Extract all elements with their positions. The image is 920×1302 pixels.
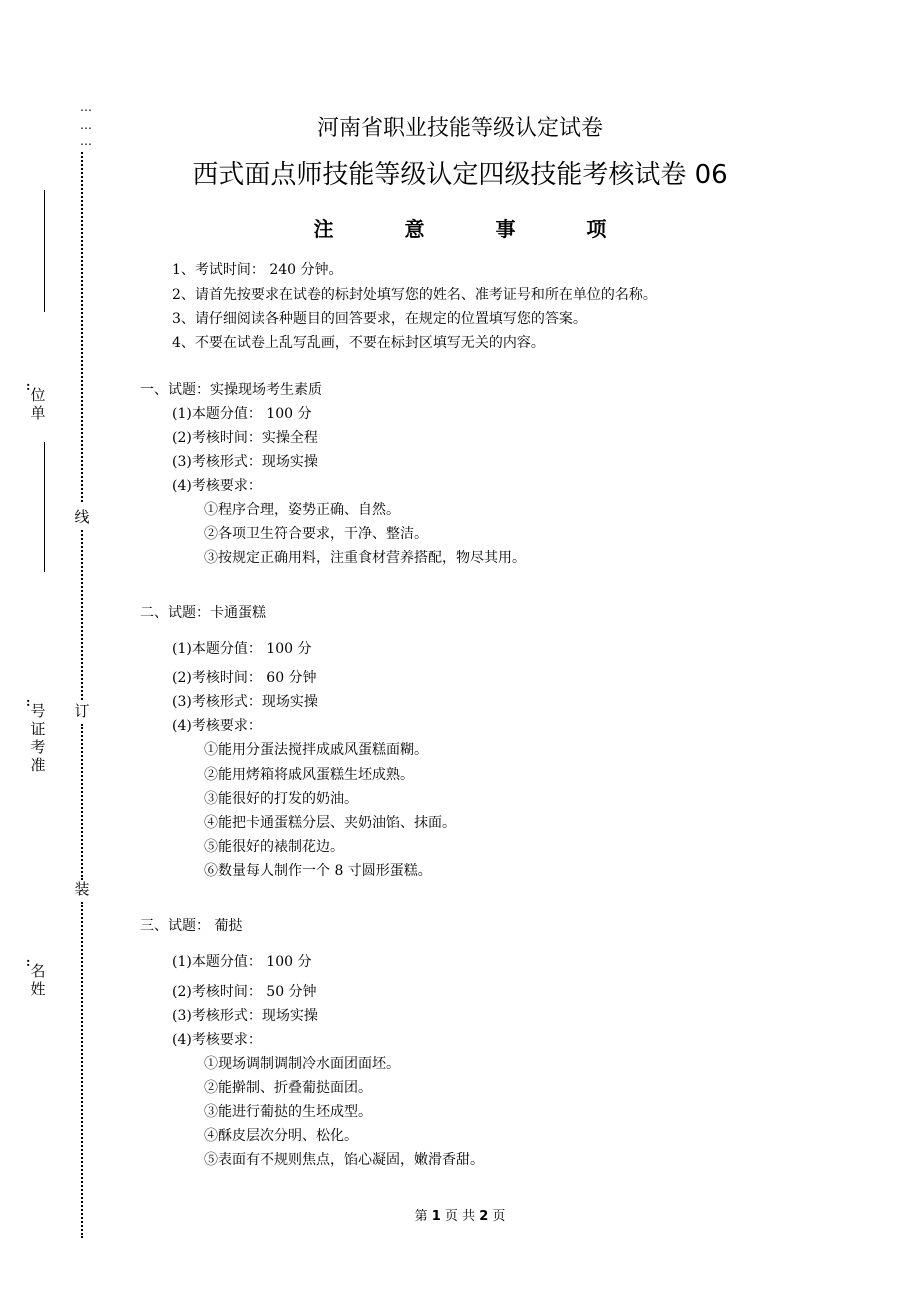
requirement-item: ④酥皮层次分明、松化。 <box>204 1128 358 1144</box>
section-item: (2)考核时间： 50 分钟 <box>172 984 317 1000</box>
section-item: (1)本题分值： 100 分 <box>172 406 312 422</box>
exam-no-field-line <box>44 442 45 572</box>
binding-dotted-line <box>81 152 83 502</box>
binding-dots: … <box>80 100 93 114</box>
requirement-item: ①能用分蛋法搅拌成戚风蛋糕面糊。 <box>204 742 428 758</box>
binding-dotted-line <box>81 530 83 700</box>
requirement-item: ②各项卫生符合要求，干净、整洁。 <box>204 526 428 542</box>
notice-item: 3、请仔细阅读各种题目的回答要求，在规定的位置填写您的答案。 <box>172 311 587 327</box>
requirement-item: ④能把卡通蛋糕分层、夹奶油馅、抹面。 <box>204 815 456 831</box>
requirement-item: ②能擀制、折叠葡挞面团。 <box>204 1080 372 1096</box>
current-page-number: 1 <box>431 1209 441 1224</box>
name-label: 名 姓 <box>30 962 46 998</box>
requirement-item: ②能用烤箱将戚风蛋糕生坯成熟。 <box>204 767 414 783</box>
section-item: (2)考核时间：实操全程 <box>172 430 318 446</box>
exam-paper-title: 西式面点师技能等级认定四级技能考核试卷 06 <box>192 160 728 190</box>
binding-dots: … <box>80 118 93 132</box>
requirement-item: ③按规定正确用料，注重食材营养搭配，物尽其用。 <box>204 550 526 566</box>
footer-suffix: 页 <box>492 1209 506 1224</box>
footer-middle: 页 共 <box>444 1209 476 1224</box>
section-item: (1)本题分值： 100 分 <box>172 954 312 970</box>
requirement-item: ⑥数量每人制作一个 8 寸圆形蛋糕。 <box>204 863 432 879</box>
section-item: (4)考核要求： <box>172 718 262 734</box>
binding-dotted-line <box>81 902 83 1238</box>
section-item: (1)本题分值： 100 分 <box>172 641 312 657</box>
exam-no-colon: : <box>26 695 31 709</box>
seal-label-order: 订 <box>74 702 90 720</box>
total-page-number: 2 <box>479 1209 489 1224</box>
unit-field-line <box>44 190 45 312</box>
footer-prefix: 第 <box>414 1209 428 1224</box>
requirement-item: ③能进行葡挞的生坯成型。 <box>204 1104 372 1120</box>
binding-dotted-line <box>81 724 83 880</box>
section-item: (2)考核时间： 60 分钟 <box>172 670 317 686</box>
notice-item: 4、不要在试卷上乱写乱画，不要在标封区填写无关的内容。 <box>172 335 545 351</box>
seal-label-line: 线 <box>74 508 90 526</box>
section-item: (3)考核形式：现场实操 <box>172 1008 318 1024</box>
notice-heading: 注 意 事 项 <box>313 217 639 241</box>
notice-item: 1、考试时间： 240 分钟。 <box>172 262 343 278</box>
seal-label-install: 装 <box>74 880 90 898</box>
section-item: (3)考核形式：现场实操 <box>172 454 318 470</box>
requirement-item: ⑤能很好的裱制花边。 <box>204 839 344 855</box>
requirement-item: ①现场调制调制冷水面团面坯。 <box>204 1056 400 1072</box>
name-colon: : <box>26 955 31 969</box>
requirement-item: ⑤表面有不规则焦点，馅心凝固，嫩滑香甜。 <box>204 1152 484 1168</box>
notice-item: 2、请首先按要求在试卷的标封处填写您的姓名、准考证号和所在单位的名称。 <box>172 287 657 303</box>
section-title: 一、试题：实操现场考生素质 <box>140 382 322 398</box>
exam-header-title: 河南省职业技能等级认定试卷 <box>316 116 603 141</box>
exam-no-label: 号 证 考 准 <box>30 702 46 774</box>
requirement-item: ①程序合理，姿势正确、自然。 <box>204 502 400 518</box>
section-title: 二、试题：卡通蛋糕 <box>140 605 266 621</box>
page-footer <box>0 1208 920 1226</box>
requirement-item: ③能很好的打发的奶油。 <box>204 791 358 807</box>
binding-dots: … <box>80 134 93 148</box>
section-item: (4)考核要求： <box>172 478 262 494</box>
section-title: 三、试题： 葡挞 <box>140 918 243 934</box>
unit-label: 位 单 <box>30 386 46 422</box>
section-item: (3)考核形式：现场实操 <box>172 694 318 710</box>
unit-colon: : <box>26 379 31 393</box>
section-item: (4)考核要求： <box>172 1032 262 1048</box>
